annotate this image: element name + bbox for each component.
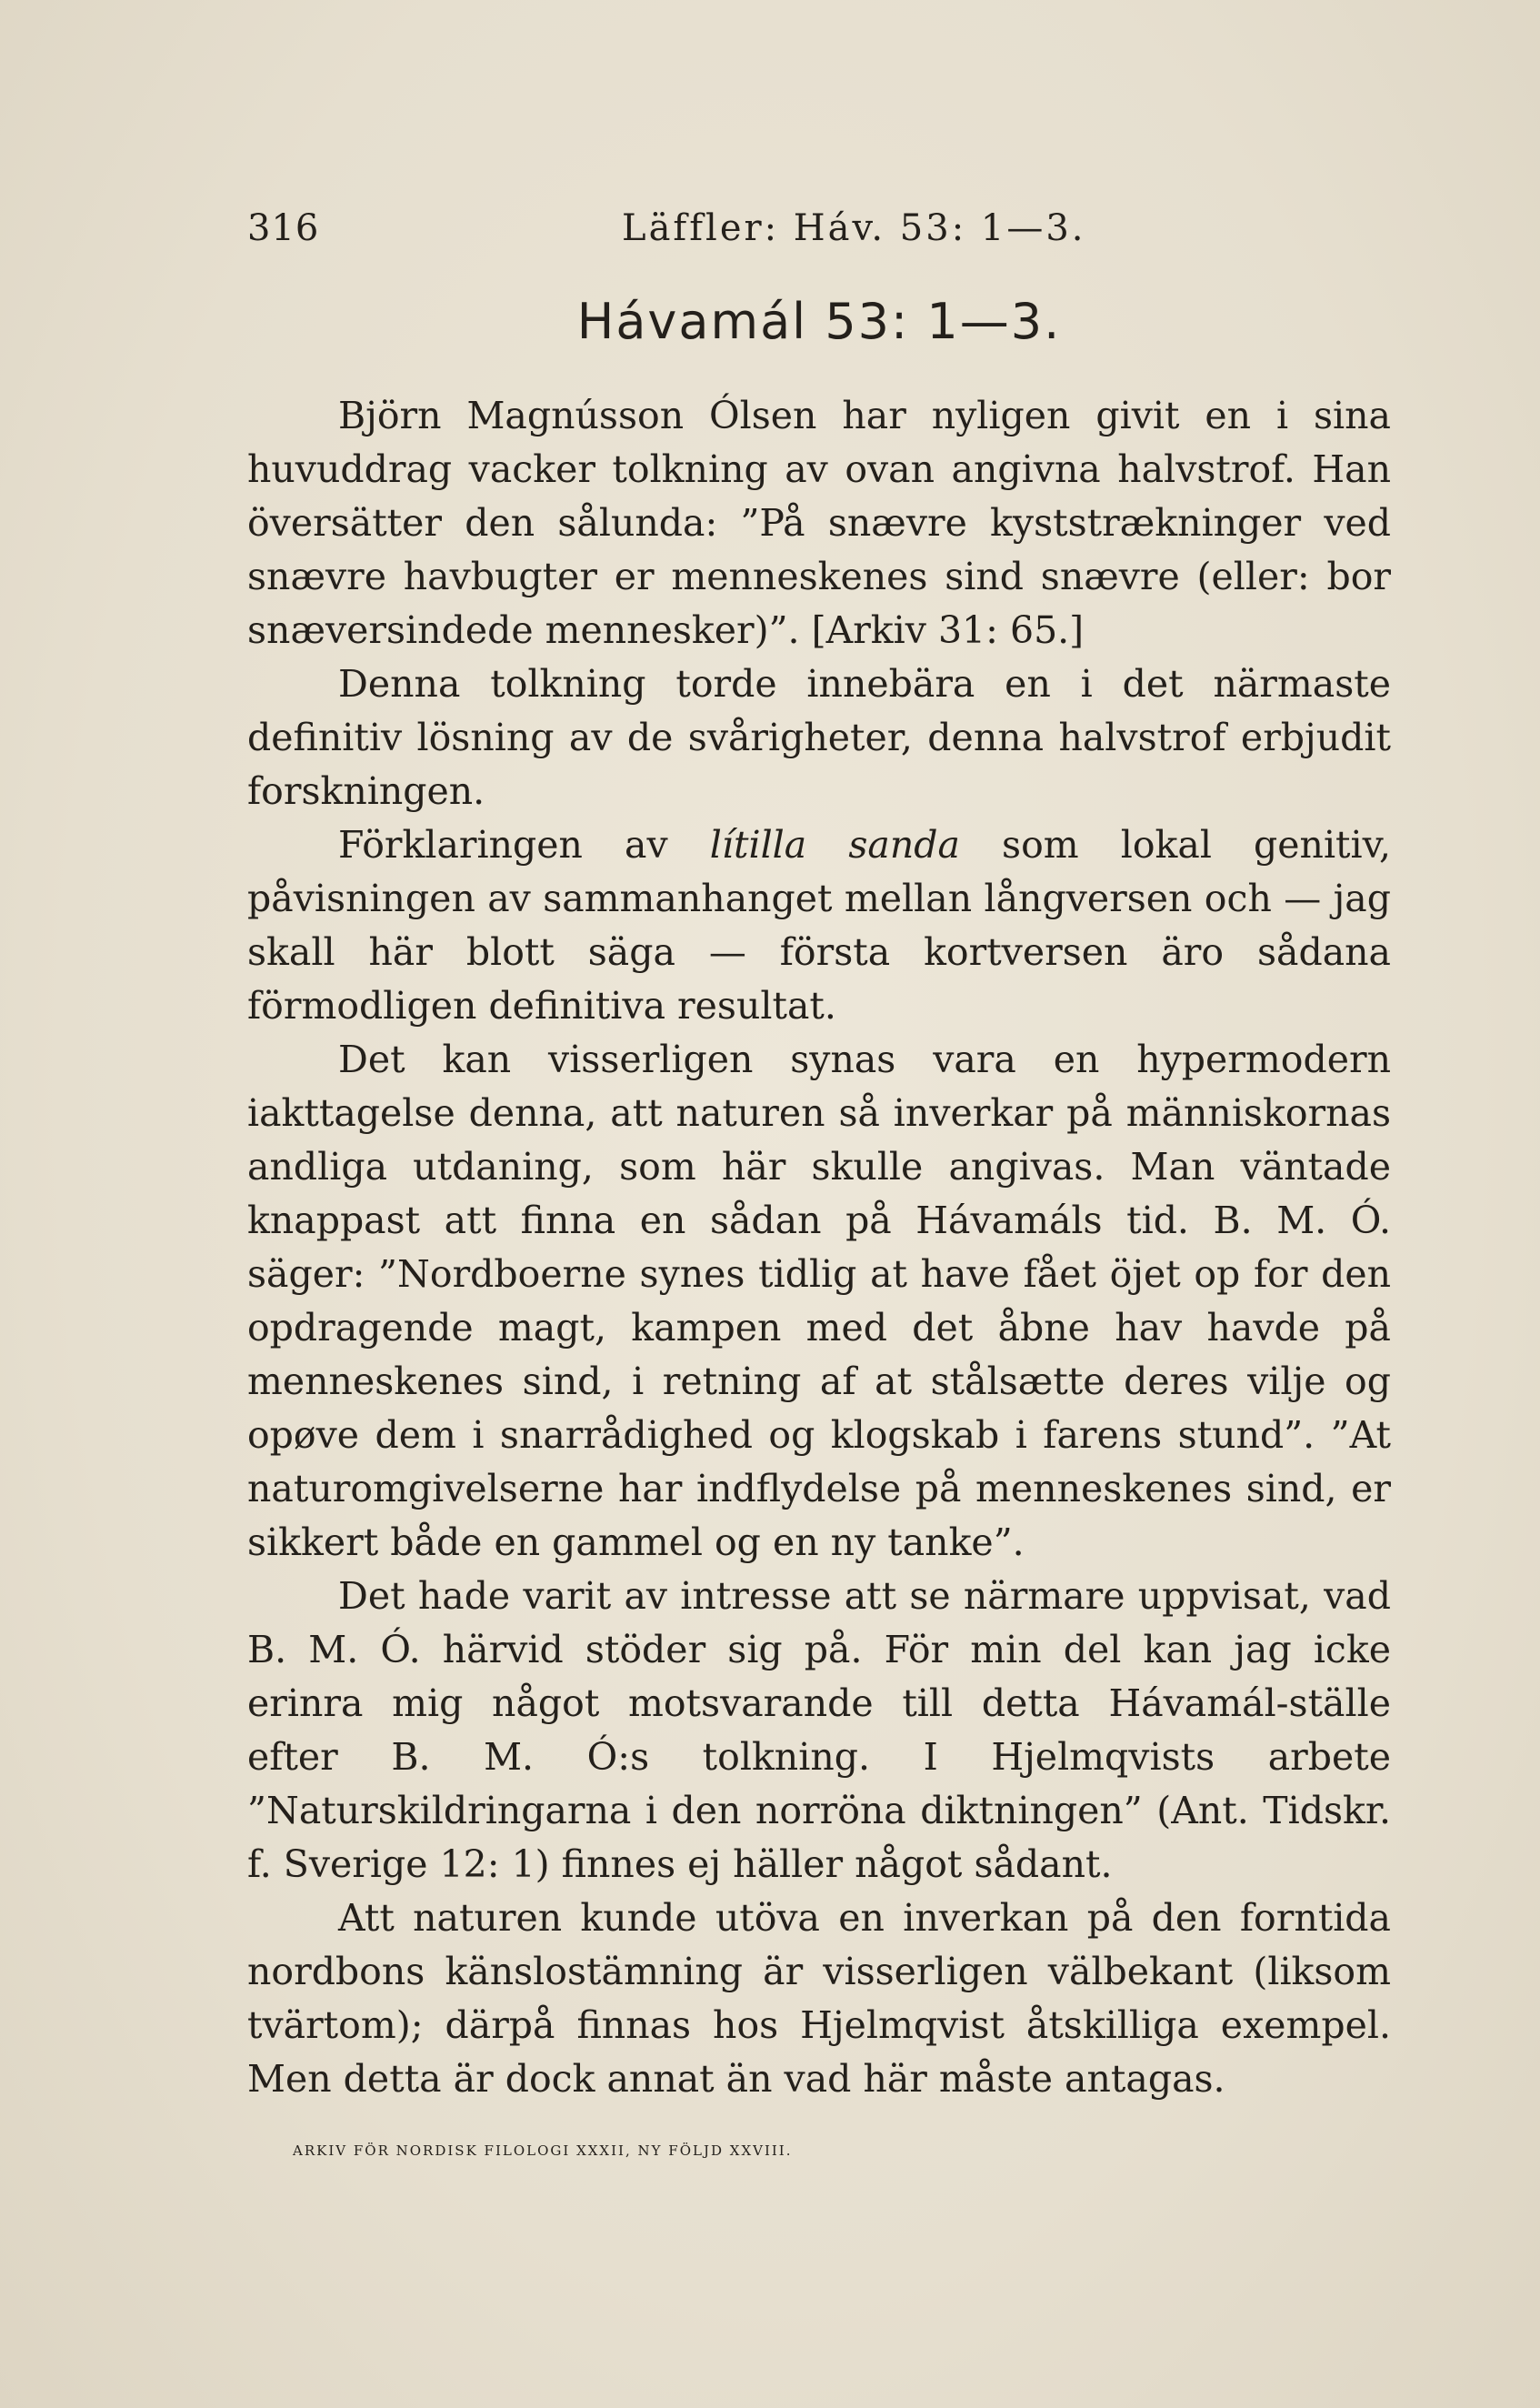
running-head [247,207,1391,253]
page-number: 316 [247,207,320,249]
signature-footer: ARKIV FÖR NORDISK FILOLOGI XXXII, NY FÖLJD XXVIII. [293,2142,793,2159]
paragraph-5: Det hade varit av intresse att se närmare uppvisat, vad B. M. Ó. härvid stöder sig på. För min del kan jag icke erinra mig något motsvarande till detta Hávamál-ställe efter B. M. Ó:s tolkning. I Hjelmqvists arbete ”Naturskildringarna i den norröna diktningen” (Ant. Tidskr. f. Sverige 12: 1) finnes ej häller något sådant. [247,1574,1391,1886]
paragraph-2: Denna tolkning torde innebära en i det närmaste definitiv lösning av de svårigheter, denna halvstrof erbjudit forskningen. [247,662,1391,813]
running-title: Läffler: Háv. 53: 1—3. [622,207,1086,249]
paragraph-4: Det kan visserligen synas vara en hypermodern iakttagelse denna, att naturen så inverkar på människornas andliga utdaning, som här skulle angivas. Man väntade knappast att finna en sådan på Hávamáls tid. B. M. Ó. säger: ”Nordboerne synes tidlig at have fået öjet op for den opdragende magt, kampen med det åbne hav havde på menneskenes sind, i retning af at stålsætte deres vilje og opøve dem i snarrådighed og klogskab i farens stund”. ”At naturomgivelserne har indflydelse på menneskenes sind, er sikkert både en gammel og en ny tanke”. [247,1038,1391,1564]
paragraph-3-start: Förklaringen av [338,823,710,867]
paragraph-3-end: som lokal genitiv, påvisningen av sammanhanget mellan långversen och — jag skall här blott säga — första kortversen äro sådana förmodligen definitiva resultat. [247,823,1391,1028]
body-text [247,389,1391,2106]
paragraph-3 [247,818,1391,1033]
paragraph-6: Att naturen kunde utöva en inverkan på den forntida nordbons känslostämning är visserligen välbekant (liksom tvärtom); därpå finnas hos Hjelmqvist åtskilliga exempel. Men detta är dock annat än vad här måste antagas. [247,1896,1391,2101]
section-heading: Hávamál 53: 1—3. [576,293,1062,350]
paragraph-1: Björn Magnússon Ólsen har nyligen givit en i sina huvuddrag vacker tolkning av ovan angivna halvstrof. Han översätter den sålunda: ”På snævre kyststrækninger ved snævre havbugter er menneskenes sind snævre (eller: bor snæversindede mennesker)”. [Arkiv 31: 65.] [247,394,1391,652]
italic-term: lítilla sanda [709,823,960,867]
